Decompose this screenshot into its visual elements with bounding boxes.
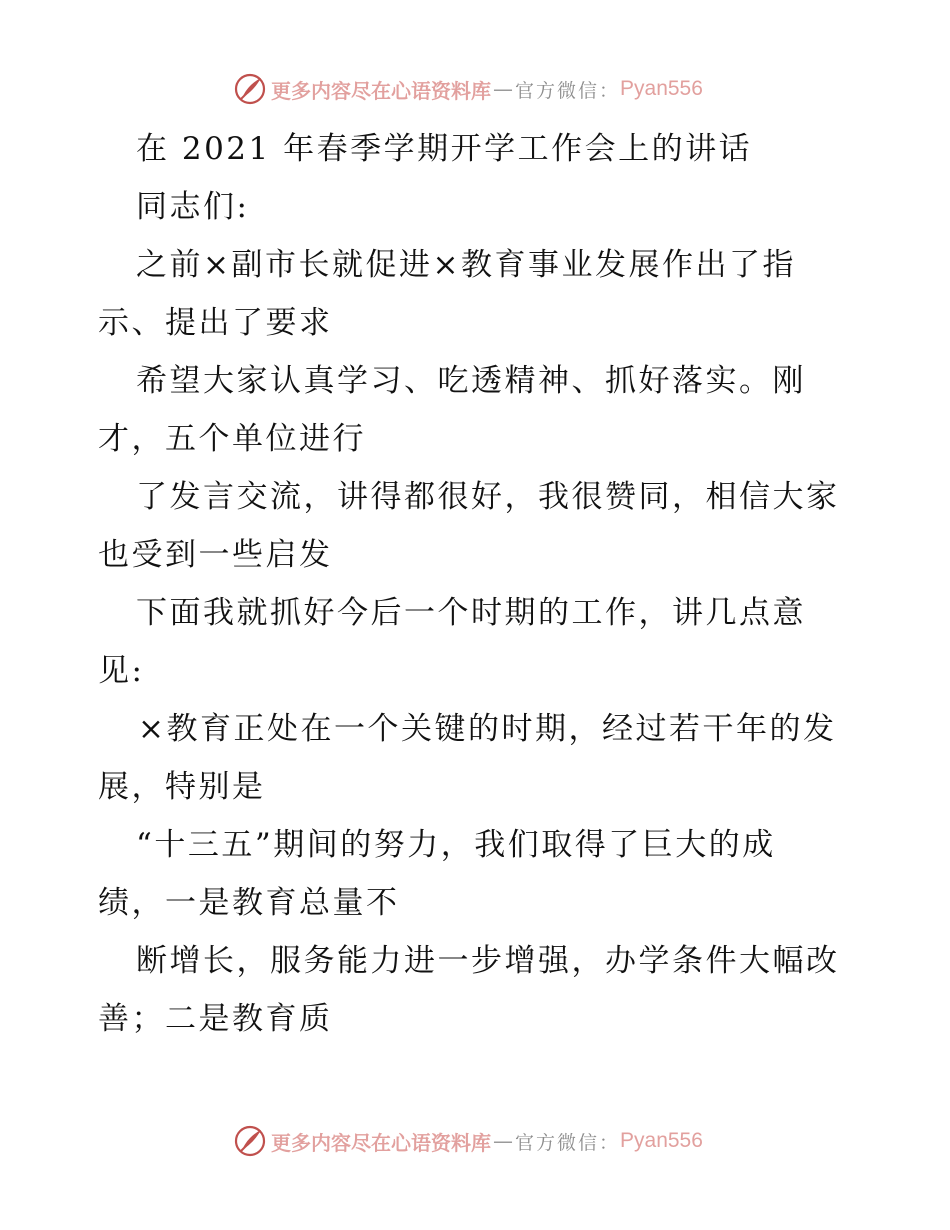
banner-wechat-id: Pyan556 (620, 1129, 703, 1152)
paragraph-line: 了发言交流，讲得都很好，我很赞同，相信大家 (136, 479, 840, 515)
document-title: 在 2021 年春季学期开学工作会上的讲话 (136, 131, 753, 167)
paragraph-line: 也受到一些启发 (98, 537, 333, 573)
banner-wechat-id: Pyan556 (620, 77, 703, 100)
quill-pen-logo-icon (233, 72, 267, 106)
banner-dash: — (493, 77, 513, 101)
banner-brand-text: 更多内容尽在心语资料库 (271, 1130, 491, 1155)
paragraph-line: 示、提出了要求 (98, 305, 333, 341)
banner-brand-text: 更多内容尽在心语资料库 (271, 78, 491, 103)
paragraph-line: 善；二是教育质 (98, 1001, 333, 1037)
paragraph-line: 绩，一是教育总量不 (98, 885, 400, 921)
footer-banner (233, 1124, 703, 1158)
banner-official-label: 官方微信： (515, 79, 621, 102)
paragraph-line: 见: (98, 653, 145, 689)
paragraph-line: 展，特别是 (98, 769, 266, 805)
paragraph-line: 希望大家认真学习、吃透精神、抓好落实。刚 (136, 363, 806, 399)
salutation: 同志们: (136, 189, 250, 225)
header-banner (233, 72, 703, 106)
paragraph-line: ×教育正处在一个关键的时期，经过若干年的发 (138, 711, 837, 747)
quill-pen-logo-icon (233, 1124, 267, 1158)
paragraph-line: 断增长，服务能力进一步增强，办学条件大幅改 (136, 943, 840, 979)
paragraph-line: 下面我就抓好今后一个时期的工作，讲几点意 (136, 595, 806, 631)
banner-dash: — (493, 1129, 513, 1153)
paragraph-line: 才，五个单位进行 (98, 421, 366, 457)
paragraph-line: 之前×副市长就促进×教育事业发展作出了指 (136, 247, 796, 283)
paragraph-line: “十三五”期间的努力，我们取得了巨大的成 (136, 827, 776, 863)
banner-official-label: 官方微信： (515, 1131, 621, 1154)
document-body (98, 120, 858, 1048)
